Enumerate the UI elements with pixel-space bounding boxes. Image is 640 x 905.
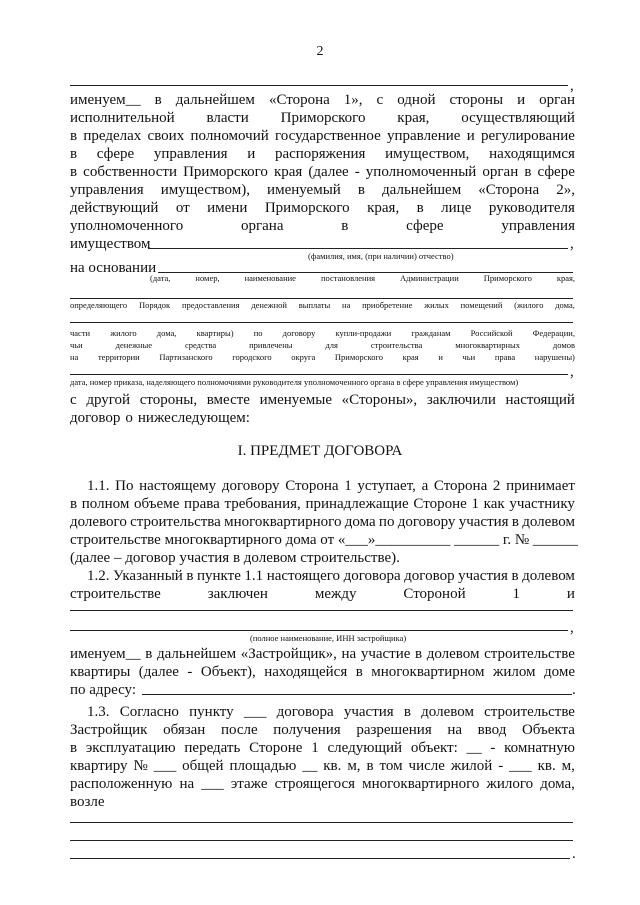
word: комнатную — [504, 740, 575, 756]
word: полном — [81, 496, 130, 512]
word: именуем__ — [70, 92, 141, 108]
note-word: (жилого — [514, 300, 544, 310]
word: лице — [441, 200, 472, 216]
word: 1 — [471, 496, 479, 512]
developer-note: (полное наименование, ИНН застройщика) — [250, 633, 407, 643]
word: в — [366, 758, 374, 774]
word: имени — [207, 200, 248, 216]
word: Сторона — [433, 478, 488, 494]
note-word: определяющего — [70, 300, 128, 310]
word: 1 — [344, 478, 352, 494]
text-line — [70, 532, 578, 549]
word: руководителя — [488, 200, 575, 216]
note-word: чьи — [70, 340, 83, 350]
word: после — [220, 722, 258, 738]
note-word: (дата, — [150, 273, 171, 283]
word: заключили — [426, 392, 496, 408]
word: числе — [408, 758, 445, 774]
text-line — [70, 646, 575, 663]
text-line — [70, 164, 575, 181]
word: общей — [182, 758, 224, 774]
note-word: территории — [97, 352, 140, 362]
po-adresu-label: по адресу: — [70, 682, 137, 698]
word: м, — [347, 758, 361, 774]
note-word: домов — [552, 340, 575, 350]
text-line — [70, 514, 575, 531]
text-line — [70, 410, 575, 427]
word: 1.3. — [87, 704, 110, 720]
word: на — [447, 722, 462, 738]
word: в — [355, 664, 363, 680]
fio-blank-line — [148, 248, 568, 249]
text-line — [87, 478, 575, 495]
note-word: нарушены) — [534, 352, 575, 362]
note-word: выплаты — [298, 300, 331, 310]
note-word: дома, — [156, 328, 177, 338]
word: стороны, — [139, 392, 198, 408]
word: уполномоченный — [365, 164, 477, 180]
note-word: средства — [184, 340, 217, 350]
text-line — [70, 110, 575, 127]
word: распоряжения — [274, 146, 366, 162]
word: сфере — [96, 146, 135, 162]
word: пределах — [83, 128, 142, 144]
word: долевом — [522, 568, 575, 584]
word: в — [70, 128, 78, 144]
word: в — [416, 200, 424, 216]
word: - — [498, 758, 504, 774]
word: расположенную — [70, 776, 173, 792]
text-line — [70, 496, 575, 513]
note-word: строительства — [370, 340, 423, 350]
section-heading: I. ПРЕДМЕТ ДОГОВОРА — [237, 443, 403, 459]
word: долевом — [426, 646, 480, 662]
word: кв. — [537, 758, 556, 774]
word: дальнейшем — [156, 646, 237, 662]
word: (далее — [138, 664, 179, 680]
text-line — [70, 218, 575, 235]
word: - — [187, 664, 193, 680]
word: строительстве многоквартирного дома от «___»__________ ______ г. № ______ — [70, 532, 578, 548]
word: строительстве — [484, 646, 575, 662]
word: органа — [240, 218, 284, 234]
word: края, — [367, 200, 400, 216]
word: (далее – договор участия в долевом строительстве). — [70, 550, 400, 566]
basis-blank-line — [70, 298, 573, 299]
word: «Застройщик», — [240, 646, 337, 662]
word: края, — [397, 110, 430, 126]
word: многоквартирном — [371, 664, 485, 680]
location-blank-line — [70, 858, 570, 859]
word: управление — [387, 128, 461, 144]
word: и — [466, 128, 475, 144]
word: имуществом, — [385, 146, 470, 162]
note-word: Приморского — [483, 273, 532, 283]
note-word: и — [438, 352, 443, 362]
note-word: на — [70, 352, 79, 362]
location-blank-line — [70, 840, 573, 841]
word: 2», — [556, 182, 575, 198]
word: участия — [458, 568, 508, 584]
word: Приморского — [183, 164, 268, 180]
word: исполнительной — [70, 110, 175, 126]
comma: , — [570, 620, 574, 636]
word: дальнейшем — [382, 182, 462, 198]
note-word: края — [402, 352, 419, 362]
word: участия — [458, 514, 509, 530]
note-word: части — [70, 328, 91, 338]
word: договору — [397, 514, 456, 530]
word: строительства — [130, 514, 221, 530]
word: 1», — [343, 92, 363, 108]
word: «Сторона — [478, 182, 540, 198]
text-line — [70, 146, 575, 163]
note-word: Федерации, — [532, 328, 575, 338]
note-word: Российской — [470, 328, 513, 338]
word: Согласно — [119, 704, 179, 720]
text-line — [87, 704, 575, 721]
text-line — [70, 664, 575, 681]
word: договор — [404, 568, 455, 584]
note-word: номер, — [195, 273, 220, 283]
note-word: предоставления — [181, 300, 240, 310]
word: вместе — [206, 392, 250, 408]
text-line — [70, 758, 575, 775]
text-line — [70, 740, 575, 757]
word: (далее — [308, 164, 349, 180]
note-word: права — [494, 352, 516, 362]
word: уступает, — [357, 478, 416, 494]
word: настоящего — [266, 568, 341, 584]
order-note: дата, номер приказа, наделяющего полномочиями руководителя уполномоченного органа в сфере управления имуществом) — [70, 377, 519, 387]
word: и — [566, 586, 575, 602]
word: квартиру — [70, 758, 128, 774]
word: имуществом), — [160, 182, 250, 198]
location-blank-line — [70, 822, 573, 823]
word: на — [341, 646, 357, 662]
text-line — [70, 586, 575, 603]
basis-note-line — [70, 328, 575, 338]
note-word: гражданам — [411, 328, 451, 338]
word: пункту — [189, 704, 234, 720]
word: с — [70, 392, 77, 408]
word: на — [179, 776, 195, 792]
word: доме — [544, 664, 575, 680]
word: Сторона — [285, 478, 339, 494]
note-word: купли-продажи — [335, 328, 392, 338]
note-word: края, — [556, 273, 575, 283]
word: долевом — [421, 704, 474, 720]
word: заключен — [207, 586, 268, 602]
word: площадью — [229, 758, 297, 774]
word: настоящему — [139, 478, 217, 494]
word: обязан — [163, 722, 206, 738]
word: участие — [360, 646, 411, 662]
word: Стороне — [249, 740, 303, 756]
comma: , — [570, 364, 574, 380]
word: долевом — [522, 514, 575, 530]
word: кв. — [323, 758, 342, 774]
word: 1 — [311, 740, 319, 756]
word: строящегося — [274, 776, 356, 792]
word: договора — [343, 568, 401, 584]
note-word: по — [253, 328, 263, 338]
note-word: чьи — [462, 352, 476, 362]
word: в — [341, 218, 349, 234]
note-word: денежные — [115, 340, 152, 350]
word: права — [184, 496, 220, 512]
text-line — [70, 722, 575, 739]
word: в — [70, 146, 78, 162]
word: именуем__ — [70, 646, 141, 662]
developer-blank-line — [70, 610, 573, 611]
word: государственное — [275, 128, 381, 144]
word: управления — [501, 218, 575, 234]
word: как — [483, 496, 505, 512]
period: . — [572, 682, 576, 698]
word: Приморского — [264, 200, 350, 216]
word: 1.1. — [87, 478, 110, 494]
word: ___ — [153, 758, 177, 774]
word: в — [357, 182, 365, 198]
word: «Сторона — [268, 92, 330, 108]
word: дальнейшем — [175, 92, 255, 108]
note-word: наименование — [244, 273, 296, 283]
word: и — [247, 146, 256, 162]
word: участия — [343, 704, 394, 720]
word: разрешения — [356, 722, 432, 738]
word: 1.2. — [87, 568, 110, 584]
word: долевого — [70, 514, 127, 530]
blank-line-top — [70, 85, 568, 86]
word: 1 — [512, 586, 521, 602]
word: дома — [344, 514, 376, 530]
word: своих — [147, 128, 185, 144]
word: квартиры — [70, 664, 131, 680]
word: уполномоченного — [70, 218, 184, 234]
word: 1.1 — [244, 568, 264, 584]
text-line — [70, 776, 575, 793]
word: По — [115, 478, 134, 494]
word: о — [125, 410, 133, 426]
word: 2 — [492, 478, 501, 494]
word: Объекта — [521, 722, 575, 738]
note-word: Администрации — [400, 273, 459, 283]
word: - — [490, 740, 496, 756]
word: многоквартирного — [224, 514, 342, 530]
word: жилого — [486, 776, 534, 792]
word: по — [378, 514, 395, 530]
word: Объект), — [200, 664, 256, 680]
word: в — [154, 92, 162, 108]
word: в — [415, 646, 423, 662]
word: строительстве — [484, 704, 575, 720]
word: другой — [86, 392, 131, 408]
note-word: на — [342, 300, 351, 310]
word: ___ — [243, 704, 267, 720]
na-osnovanii-label: на основании — [70, 260, 157, 276]
note-word: дома, — [555, 300, 575, 310]
text-line — [70, 128, 575, 145]
word: строительстве — [70, 586, 161, 602]
word: именуемый — [267, 182, 341, 198]
word: в — [186, 568, 194, 584]
word: № — [133, 758, 148, 774]
word: в — [145, 646, 153, 662]
word: в — [70, 164, 78, 180]
word: __ — [302, 758, 318, 774]
comma: , — [570, 236, 574, 252]
word: одной — [397, 92, 436, 108]
text-line — [70, 182, 575, 199]
word: края — [273, 164, 303, 180]
basis-note-line — [70, 352, 575, 362]
text-line — [70, 92, 575, 109]
word: власти — [206, 110, 249, 126]
word: сфере — [537, 164, 575, 180]
word: в — [70, 740, 78, 756]
word: м, — [561, 758, 575, 774]
order-blank-line — [70, 374, 568, 375]
word: договор — [70, 410, 121, 426]
word: ___ — [201, 776, 224, 792]
note-word: Партизанского — [159, 352, 213, 362]
word: Приморского — [280, 110, 366, 126]
fio-note: (фамилия, имя, (при наличии) отчество) — [308, 251, 454, 261]
word: настоящий — [505, 392, 575, 408]
note-word: округа — [291, 352, 316, 362]
word: Застройщик — [70, 722, 148, 738]
word: орган — [539, 92, 575, 108]
note-word: для — [325, 340, 338, 350]
word: а — [421, 478, 429, 494]
word: получения — [273, 722, 341, 738]
word: возле — [70, 794, 105, 810]
word: эксплуатацию — [85, 740, 176, 756]
word: сфере — [406, 218, 444, 234]
text-line — [70, 794, 575, 811]
note-word: Порядок — [138, 300, 171, 310]
note-word: помещений — [460, 300, 503, 310]
word: жилой — [450, 758, 493, 774]
note-word: Приморского — [334, 352, 383, 362]
basis-note-line — [150, 273, 575, 283]
word: передать — [184, 740, 241, 756]
note-word: многоквартирных — [455, 340, 520, 350]
word: собственности — [83, 164, 177, 180]
word: Стороной — [403, 586, 466, 602]
address-blank-line — [142, 694, 572, 695]
word: принадлежащие — [305, 496, 409, 512]
developer-blank-line — [70, 630, 568, 631]
word: «Стороны», — [341, 392, 418, 408]
word: Указанный — [113, 568, 183, 584]
word: управления — [153, 146, 228, 162]
text-line — [70, 392, 575, 409]
word: с — [376, 92, 384, 108]
word: в — [511, 514, 519, 530]
word: ввод — [477, 722, 507, 738]
note-word: квартиры) — [196, 328, 234, 338]
word: управления — [70, 182, 144, 198]
word: стороны — [449, 92, 504, 108]
comma: , — [570, 78, 574, 94]
word: осуществляющий — [461, 110, 575, 126]
word: участнику — [509, 496, 575, 512]
word: Стороне — [413, 496, 467, 512]
word: и — [517, 92, 526, 108]
word: действующий — [70, 200, 159, 216]
note-word: постановления — [320, 273, 376, 283]
note-word: договору — [282, 328, 316, 338]
note-word: городского — [232, 352, 272, 362]
word: объеме — [134, 496, 180, 512]
basis-blank-line — [70, 322, 573, 323]
word: от — [175, 200, 190, 216]
word: находящимся — [489, 146, 575, 162]
word: объект: — [410, 740, 458, 756]
word: этаже — [230, 776, 268, 792]
word: регулирование — [481, 128, 575, 144]
period: . — [572, 846, 576, 862]
word: нижеследующем: — [137, 410, 250, 426]
text-line — [70, 550, 575, 567]
word: между — [314, 586, 357, 602]
word: договора — [276, 704, 334, 720]
word: ___ — [509, 758, 532, 774]
word: пункте — [197, 568, 241, 584]
word: том — [379, 758, 403, 774]
word: в — [403, 704, 411, 720]
word: принимает — [506, 478, 575, 494]
word: договору — [221, 478, 280, 494]
text-line — [87, 568, 575, 585]
word: жилом — [492, 664, 536, 680]
word: именуемые — [259, 392, 332, 408]
word: в — [511, 568, 519, 584]
note-word: жилых — [424, 300, 449, 310]
word: полномочий — [190, 128, 269, 144]
text-line — [70, 200, 575, 217]
note-word: жилого — [110, 328, 137, 338]
basis-note-line — [70, 340, 575, 350]
imushchestvom-label: имуществом — [70, 236, 151, 252]
word: требования, — [224, 496, 301, 512]
note-word: денежной — [251, 300, 287, 310]
word: орган — [482, 164, 519, 180]
word: - — [354, 164, 360, 180]
word: многоквартирного — [362, 776, 480, 792]
basis-note-line — [70, 300, 575, 310]
word: в — [70, 496, 78, 512]
page-number: 2 — [316, 44, 324, 59]
note-word: приобретение — [362, 300, 413, 310]
word: следующий — [327, 740, 403, 756]
word: дома, — [540, 776, 575, 792]
note-word: привлечены — [249, 340, 293, 350]
word: в — [524, 164, 532, 180]
word: __ — [466, 740, 482, 756]
word: находящейся — [264, 664, 348, 680]
